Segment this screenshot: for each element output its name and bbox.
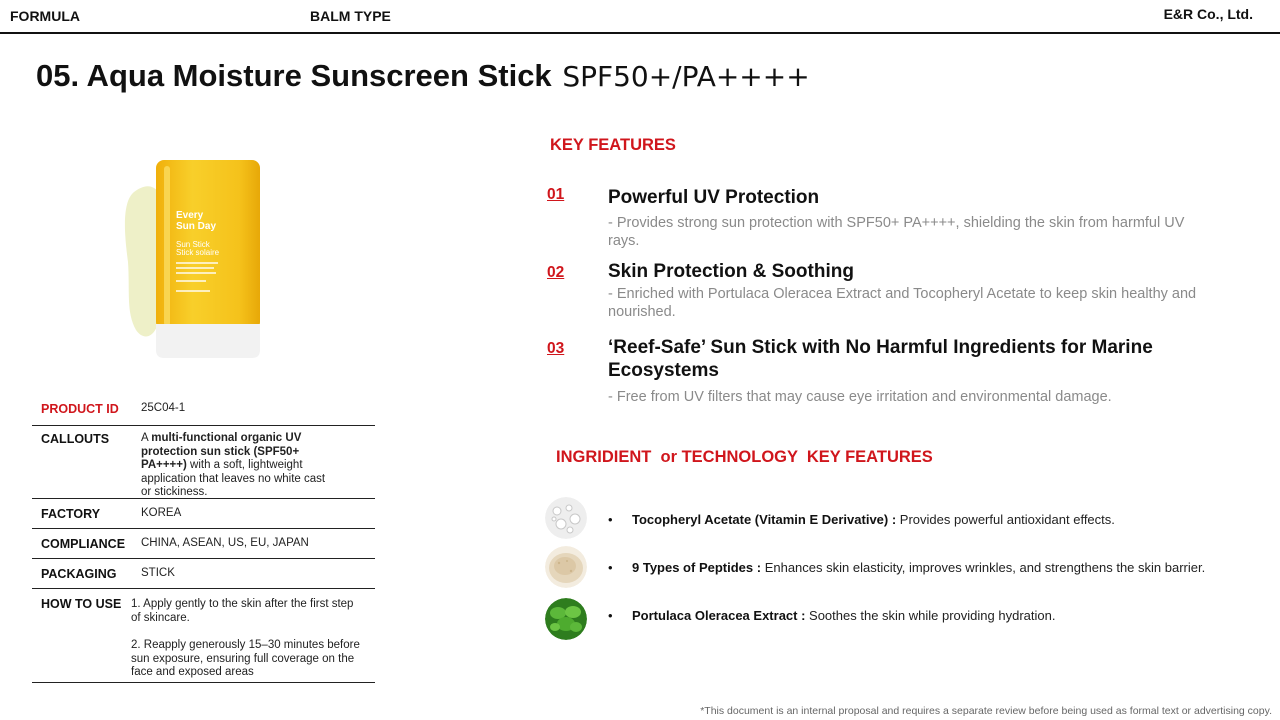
product-id-label: PRODUCT ID <box>41 402 119 416</box>
page-title <box>36 58 810 94</box>
how-to-use-step1: 1. Apply gently to the skin after the first step of skincare. <box>131 598 354 624</box>
callouts-label: CALLOUTS <box>41 432 110 446</box>
ingredient-desc: Provides powerful antioxidant effects. <box>896 512 1115 527</box>
ingredient-name: 9 Types of Peptides : <box>632 560 762 575</box>
spec-row-factory <box>32 499 375 529</box>
balm-type-label: BALM TYPE <box>310 8 391 24</box>
product-image <box>118 152 278 364</box>
oil-droplets-icon <box>545 497 587 539</box>
header-divider <box>0 32 1280 34</box>
spec-row-how-to-use <box>32 589 375 683</box>
ingredient-desc: Soothes the skin while providing hydration. <box>805 608 1056 623</box>
product-line1: Sun Stick <box>176 240 210 249</box>
callouts-highlight: multi-functional organic UV protection sun stick (SPF50+ PA++++) <box>141 432 302 471</box>
spec-row-callouts <box>32 426 375 499</box>
ingredient-desc: Enhances skin elasticity, improves wrinkles, and strengthens the skin barrier. <box>761 560 1206 575</box>
feature-description: - Provides strong sun protection with SPF50+ PA++++, shielding the skin from harmful UV rays. <box>608 215 1185 249</box>
callouts-value: A multi-functional organic UV protection sun stick (SPF50+ PA++++) with a soft, lightweight application that leaves no white cast or stickiness. <box>141 432 326 498</box>
product-name: 05. Aqua Moisture Sunscreen Stick <box>36 58 552 93</box>
spec-row-product-id <box>32 397 375 426</box>
how-to-use-step2: 2. Reapply generously 15–30 minutes before sun exposure, ensuring full coverage on the face and exposed areas <box>131 639 360 678</box>
ingredient-item <box>632 512 1115 527</box>
ingredient-item <box>632 608 1055 623</box>
ingredient-bullet: • <box>608 608 613 623</box>
ingredient-item <box>632 560 1205 575</box>
powder-icon <box>545 546 587 588</box>
factory-value: KOREA <box>141 507 182 519</box>
feature-number: 02 <box>547 264 565 281</box>
packaging-label: PACKAGING <box>41 567 117 581</box>
product-id-value: 25C04-1 <box>141 402 186 414</box>
leaf-icon <box>545 598 587 640</box>
feature-description: - Free from UV filters that may cause eye irritation and environmental damage. <box>608 389 1112 405</box>
company-name: E&R Co., Ltd. <box>1163 6 1253 22</box>
how-to-use-label: HOW TO USE <box>41 597 122 611</box>
feature-title: Skin Protection & Soothing <box>608 261 854 282</box>
key-features-heading: KEY FEATURES <box>550 136 676 154</box>
compliance-value: CHINA, ASEAN, US, EU, JAPAN <box>141 537 309 549</box>
feature-title: ‘Reef-Safe’ Sun Stick with No Harmful Ingredients for Marine Ecosystems <box>608 337 1153 381</box>
spec-row-packaging <box>32 559 375 589</box>
formula-label: FORMULA <box>10 8 80 24</box>
compliance-label: COMPLIANCE <box>41 537 126 551</box>
how-to-use-value <box>131 589 366 682</box>
spf-rating: SPF50+/PA++++ <box>562 60 810 93</box>
product-line2: Stick solaire <box>176 248 220 257</box>
factory-label: FACTORY <box>41 507 101 521</box>
ingredient-name: Portulaca Oleracea Extract : <box>632 608 806 623</box>
ingredient-heading: INGRIDIENT or TECHNOLOGY KEY FEATURES <box>556 448 933 466</box>
stick-cap <box>156 324 260 358</box>
feature-number: 01 <box>547 186 565 203</box>
packaging-value: STICK <box>141 567 175 579</box>
disclaimer-footnote: *This document is an internal proposal and requires a separate review before being used as formal text or advertising copy. <box>700 705 1272 717</box>
ingredient-bullet: • <box>608 512 613 527</box>
brand-line1: Every <box>176 210 204 221</box>
feature-number: 03 <box>547 340 565 357</box>
brand-line2: Sun Day <box>176 221 217 232</box>
ingredient-name: Tocopheryl Acetate (Vitamin E Derivative) : <box>632 512 897 527</box>
feature-title: Powerful UV Protection <box>608 187 820 208</box>
spec-row-compliance <box>32 529 375 559</box>
spec-table <box>32 397 375 683</box>
balm-swatch <box>125 186 160 336</box>
feature-description: - Enriched with Portulaca Oleracea Extract and Tocopheryl Acetate to keep skin healthy and nourished. <box>608 286 1197 320</box>
ingredient-bullet: • <box>608 560 613 575</box>
